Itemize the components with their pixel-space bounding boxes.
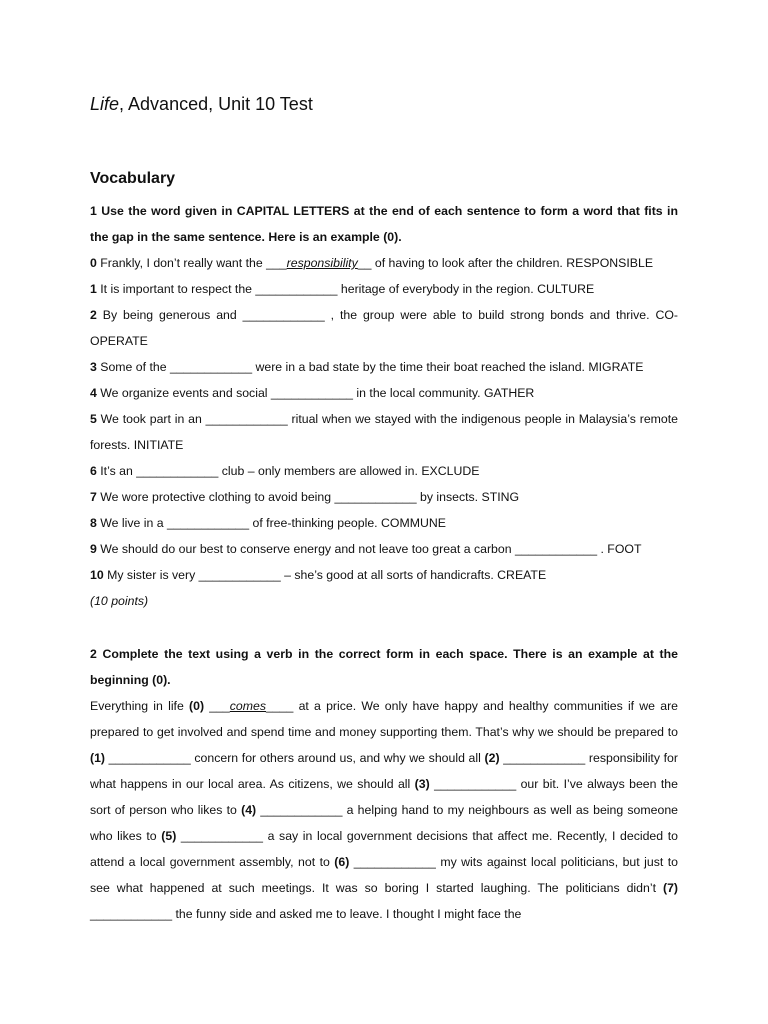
section-heading-vocabulary: Vocabulary [90, 170, 176, 187]
task-1-points: (10 points) [90, 594, 149, 608]
title-rest: , Advanced, Unit 10 Test [119, 94, 313, 114]
gap-number: (2) [484, 751, 500, 765]
task-1-item-6: 6 It’s an ____________ club – only members are allowed in. EXCLUDE [90, 464, 480, 478]
gap-number: (4) [241, 803, 257, 817]
gap-number: (3) [414, 777, 430, 791]
gap-number: (0) [189, 699, 205, 713]
task-2 [90, 641, 678, 927]
task-1-item-9: 9 We should do our best to conserve energy and not leave too great a carbon ____________ . FOOT [90, 542, 642, 556]
gap-number: (5) [161, 829, 177, 843]
task-1-item-10: 10 My sister is very ____________ – she’s good at all sorts of handicrafts. CREATE [90, 568, 547, 582]
task-2-instructions: 2 Complete the text using a verb in the correct form in each space. There is an example at the beginning (0). [90, 647, 678, 687]
page-title [90, 94, 313, 115]
task-2-text: Everything in life (0) ___comes____ at a price. We only have happy and healthy communities if we are prepared to get involved and spend time and money supporting them. That’s why we should be prepared to (1) ____________ concern for others around us, and why we should all (2) ____________ responsibility for what happens in our local area. As citizens, we should all (3) ____________ our bit. I’ve always been the sort of person who likes to (4) ____________ a helping hand to my neighbours as well as being someone who likes to (5) ____________ a say in local government decisions that affect me. Recently, I decided to attend a local government assembly, not to (6) ____________ my wits against local politicians, but just to see what happened at such meetings. It was so boring I started laughing. The politicians didn’t (7) ____________ the funny side and asked me to leave. I thought I might face the [90, 699, 679, 921]
task-1-item-4: 4 We organize events and social ____________ in the local community. GATHER [90, 386, 535, 400]
task-1-item-2: 2 By being generous and ____________ , the group were able to build strong bonds and thrive. CO-OPERATE [90, 308, 678, 348]
task-1-item-0: 0 Frankly, I don’t really want the ___responsibility__ of having to look after the children. RESPONSIBLE [90, 256, 654, 270]
task-1-item-7: 7 We wore protective clothing to avoid being ____________ by insects. STING [90, 490, 520, 504]
task-1 [90, 198, 678, 614]
task-1-item-5: 5 We took part in an ____________ ritual when we stayed with the indigenous people in Malaysia’s remote forests. INITIATE [90, 412, 678, 452]
gap-number: (6) [334, 855, 350, 869]
gap-number: (1) [90, 751, 106, 765]
example-answer: comes [229, 699, 266, 713]
task-1-item-8: 8 We live in a ____________ of free-thinking people. COMMUNE [90, 516, 446, 530]
task-1-instructions: 1 Use the word given in CAPITAL LETTERS at the end of each sentence to form a word that fits in the gap in the same sentence. Here is an example (0). [90, 204, 678, 244]
task-1-item-1: 1 It is important to respect the ____________ heritage of everybody in the region. CULTURE [90, 282, 595, 296]
title-italic: Life [90, 94, 120, 114]
task-1-item-3: 3 Some of the ____________ were in a bad state by the time their boat reached the island. MIGRATE [90, 360, 644, 374]
gap-number: (7) [662, 881, 678, 895]
example-answer: responsibility [286, 256, 358, 270]
